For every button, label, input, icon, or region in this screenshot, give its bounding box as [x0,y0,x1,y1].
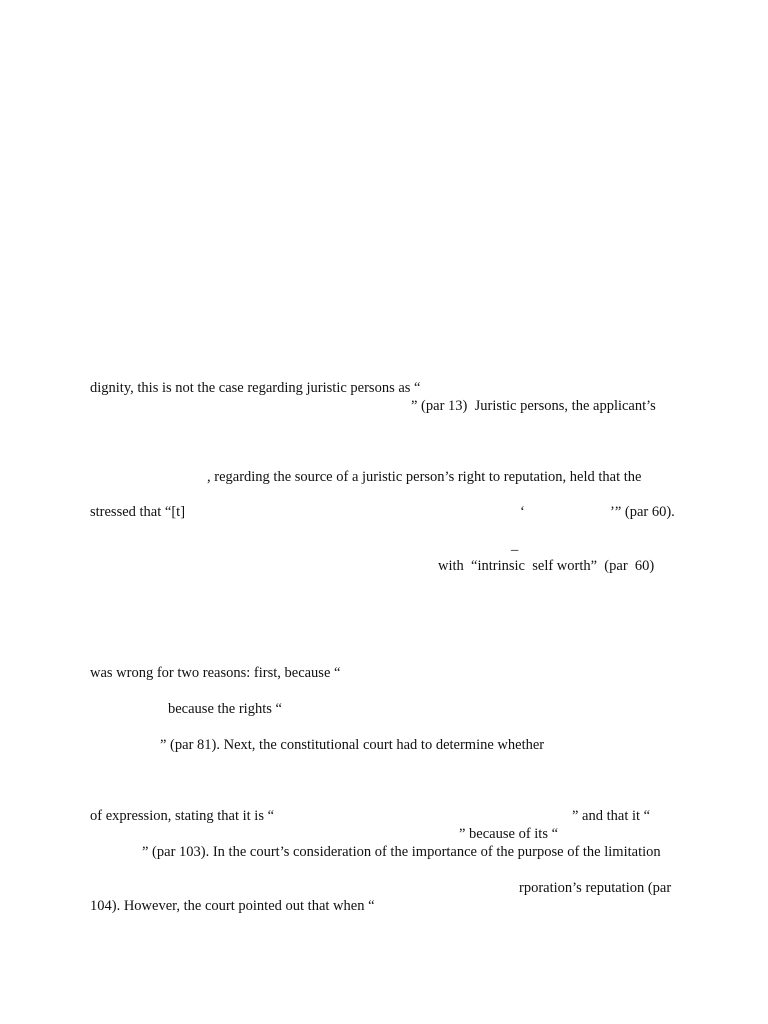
text-fragment: _ [511,537,519,553]
text-fragment: ” because of its “ [459,826,559,842]
text-fragment: because the rights “ [168,701,282,717]
text-fragment: stressed that “[t] [90,504,186,520]
text-fragment: ” and that it “ [572,808,651,824]
text-fragment: was wrong for two reasons: first, because “ [90,665,341,681]
text-fragment: ‘ [520,504,525,520]
text-fragment: 104). However, the court pointed out that when “ [90,898,375,914]
text-fragment: rporation’s reputation (par [519,880,672,896]
text-fragment: of expression, stating that it is “ [90,808,275,824]
text-fragment: ” (par 81). Next, the constitutional court had to determine whether [160,737,545,753]
text-fragment: ’” (par 60). [610,504,675,520]
text-fragment: ” (par 13) Juristic persons, the applicant’s [411,398,656,414]
text-fragment: , regarding the source of a juristic person’s right to reputation, held that the [207,469,642,485]
text-fragment: with “intrinsic self worth” (par 60) [438,558,655,574]
text-fragment: ” (par 103). In the court’s consideration of the importance of the purpose of the limitation [142,844,661,860]
text-fragment: dignity, this is not the case regarding juristic persons as “ [90,380,421,396]
